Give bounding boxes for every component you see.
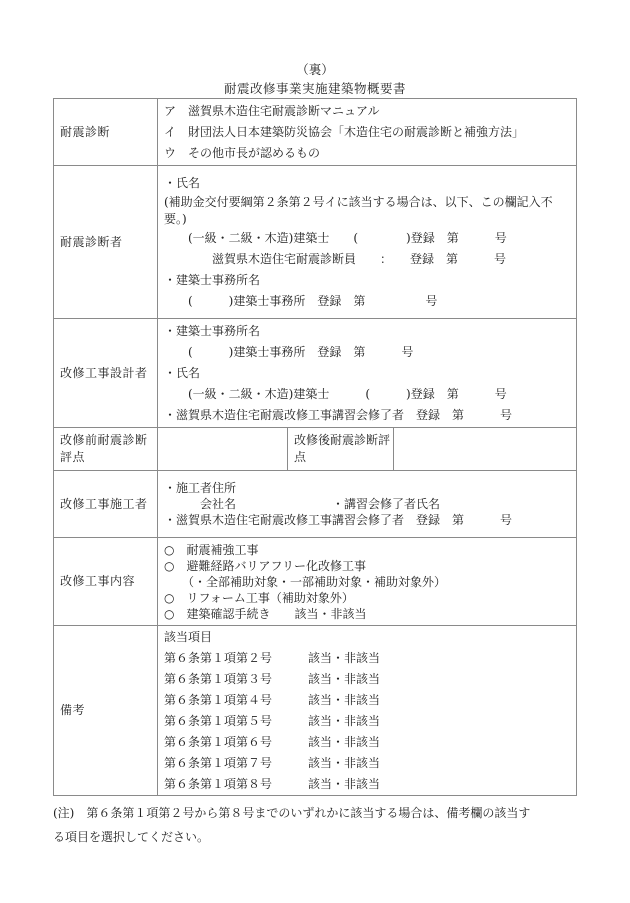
option-seismic-reinforcement[interactable]: ○ 耐震補強工事 (164, 542, 259, 557)
contractor-address-field[interactable]: ・施工者住所 (164, 481, 237, 495)
remark-choice[interactable]: 該当・非該当 (308, 671, 381, 686)
remarks-items (158, 626, 577, 796)
diagnosis-option-i[interactable]: イ 財団法人日本建築防災協会「木造住宅の耐震診断と補強方法」 (164, 124, 525, 139)
remark-choice[interactable]: 該当・非該当 (308, 755, 381, 770)
remark-item[interactable] (164, 774, 576, 795)
row-work-content (54, 538, 577, 626)
footer-note-line-2: る項目を選択してください。 (53, 830, 210, 844)
option-reform-work[interactable]: ○ リフォーム工事（補助対象外） (164, 590, 354, 605)
row-diagnostician (54, 166, 577, 319)
remark-item[interactable] (164, 690, 576, 711)
document-title: 耐震改修事業実施建築物概要書 (223, 81, 406, 96)
remark-item[interactable] (164, 732, 576, 753)
label-seismic-diagnosis: 耐震診断 (54, 99, 158, 166)
remark-article: 第６条第１項第６号 (164, 734, 273, 749)
row-designer (54, 319, 577, 428)
label-contractor: 改修工事施工者 (54, 471, 158, 538)
contractor-company-name-field[interactable]: 会社名 ・講習会修了者氏名 (164, 497, 441, 511)
contractor-course-registration[interactable]: ・滋賀県木造住宅耐震改修工事講習会修了者 登録 第 号 (164, 513, 513, 527)
designer-office-registration[interactable]: ( )建築士事務所 登録 第 号 (164, 344, 414, 359)
remark-choice[interactable]: 該当・非該当 (308, 713, 381, 728)
label-designer: 改修工事設計者 (54, 319, 158, 428)
label-work-content: 改修工事内容 (54, 538, 158, 626)
score-after-field[interactable] (394, 428, 577, 471)
remark-article: 第６条第１項第７号 (164, 755, 273, 770)
designer-office-name-field[interactable]: ・建築士事務所名 (164, 323, 261, 338)
label-diagnostician: 耐震診断者 (54, 166, 158, 319)
diagnostician-shiga-registration[interactable]: 滋賀県木造住宅耐震診断員 ： 登録 第 号 (164, 251, 507, 266)
row-contractor (54, 471, 577, 538)
footer-note-line-1: (注) 第６条第１項第２号から第８号までのいずれかに該当する場合は、備考欄の該当す (53, 806, 531, 820)
remark-item[interactable] (164, 669, 576, 690)
seismic-diagnosis-options (158, 99, 577, 166)
remark-article: 第６条第１項第５号 (164, 713, 273, 728)
label-score-after: 改修後耐震診断評点 (288, 428, 394, 471)
diagnostician-exemption-note: (補助金交付要綱第２条第２号イに該当する場合は、以下、この欄記入不要。) (164, 194, 553, 226)
option-building-confirmation[interactable]: ○ 建築確認手続き 該当・非該当 (164, 606, 367, 621)
remark-article: 第６条第１項第４号 (164, 692, 273, 707)
diagnosis-option-a[interactable]: ア 滋賀県木造住宅耐震診断マニュアル (164, 103, 380, 118)
remark-item[interactable] (164, 648, 576, 669)
remark-article: 第６条第１項第８号 (164, 776, 273, 791)
row-scores (54, 428, 577, 471)
remarks-heading: 該当項目 (164, 629, 213, 644)
remark-article: 第６条第１項第３号 (164, 671, 273, 686)
work-content-options (158, 538, 577, 626)
remark-choice[interactable]: 該当・非該当 (308, 650, 381, 665)
designer-name-field[interactable]: ・氏名 (164, 365, 201, 380)
diagnostician-name-field[interactable]: ・氏名 (164, 175, 201, 190)
row-seismic-diagnosis (54, 99, 577, 166)
page-subtitle: （裏） (296, 62, 334, 77)
remark-article: 第６条第１項第２号 (164, 650, 273, 665)
remark-choice[interactable]: 該当・非該当 (308, 734, 381, 749)
designer-architect-registration[interactable]: (一級・二級・木造)建築士 ( )登録 第 号 (164, 386, 507, 401)
contractor-fields[interactable] (158, 471, 577, 538)
remark-choice[interactable]: 該当・非該当 (308, 776, 381, 791)
row-remarks (54, 626, 577, 796)
footer-note (53, 801, 583, 849)
remark-item[interactable] (164, 711, 576, 732)
diagnostician-architect-registration[interactable]: (一級・二級・木造)建築士 ( )登録 第 号 (164, 230, 507, 245)
summary-form-table (53, 98, 577, 796)
label-remarks: 備考 (54, 626, 158, 796)
barrier-free-subsidy-scope[interactable]: （・全部補助対象・一部補助対象・補助対象外） (164, 574, 447, 589)
score-before-field[interactable] (158, 428, 288, 471)
diagnostician-office-registration[interactable]: ( )建築士事務所 登録 第 号 (164, 293, 438, 308)
label-score-before: 改修前耐震診断評点 (54, 428, 158, 471)
remark-item[interactable] (164, 753, 576, 774)
designer-course-registration[interactable]: ・滋賀県木造住宅耐震改修工事講習会修了者 登録 第 号 (164, 407, 513, 422)
diagnosis-option-u[interactable]: ウ その他市長が認めるもの (164, 145, 321, 160)
designer-fields[interactable] (158, 319, 577, 428)
diagnostician-fields[interactable] (158, 166, 577, 319)
option-barrier-free[interactable]: ○ 避難経路バリアフリー化改修工事 (164, 558, 366, 573)
diagnostician-office-name-field[interactable]: ・建築士事務所名 (164, 272, 261, 287)
remark-choice[interactable]: 該当・非該当 (308, 692, 381, 707)
